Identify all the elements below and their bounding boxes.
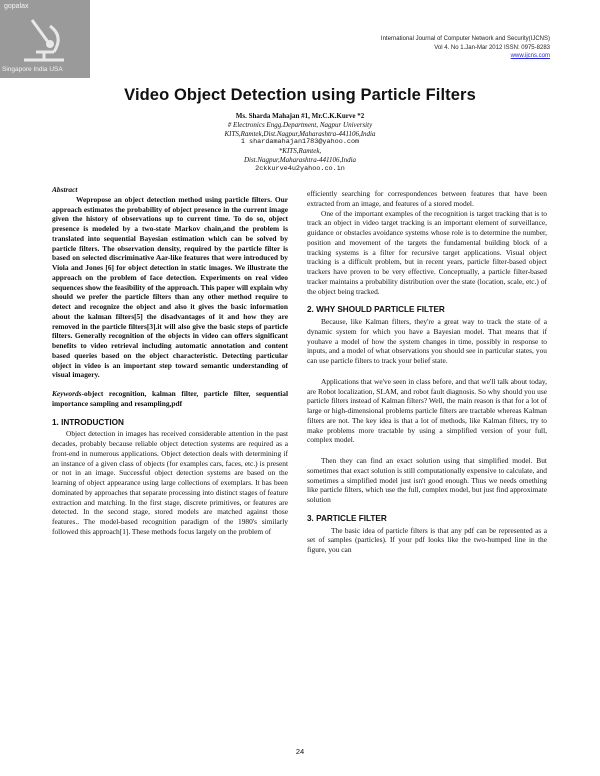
keywords xyxy=(52,389,288,409)
journal-header xyxy=(381,35,550,61)
logo-locations-text: Singapore India USA xyxy=(2,66,63,73)
author-block xyxy=(0,112,600,174)
author-affiliation-2: *KITS,Ramtek, xyxy=(278,147,322,156)
author-affiliation-1b: KITS,Ramtek,Dist.Nagpur,Maharashtra-441106,India xyxy=(224,129,376,138)
intro-paragraph: Object detection in images has received considerable attention in the past decades, probably because reliable object detection systems are required as a front-end in numerous applications. Object detection deals with determining if an instance of a given class of objects (for examples cars, faces, etc.) is present or not in an image. Successful object detection systems are based on the learning of object appearance using large collections of exemplars. It has been dominated by approaches that separate processing into distinct stages of feature extraction and matching. In the first stage, discrete primitives, or features are detected. In the second stage, stored models are matched against those features.. The model-based recognition paradigm of the 1980's similarly followed this approach[1]. These methods focus largely on the problem of xyxy=(52,429,288,536)
section-heading-why: 2. WHY SHOULD PARTICLE FILTER xyxy=(307,305,445,315)
particle-filter-paragraph: The basic idea of particle filters is that any pdf can be represented as a set of samples (particles). If your pdf looks like the two-humped line in the figure, you can xyxy=(307,525,547,554)
why-paragraph-2: Applications that we've seen in class before, and that we'll talk about today, are Robot localization, SLAM, and robot fault diagnosis. So why should you use particle filters instead of Kalman filters? Well, the main reason is that for a lot of large or high-dimensional problems particle filters are tractable whereas Kalman filters are not. The key idea is that a lot of methods, like Kalman filters, try to make problems more tractable by using a simplified version of your full, complex model. xyxy=(307,376,547,445)
right-column xyxy=(307,189,547,555)
author-affiliation-1: # Electronics Engg.Department, Nagpur University xyxy=(227,120,373,129)
logo-brand-text: gopalax xyxy=(4,3,29,10)
page-number: 24 xyxy=(295,747,305,756)
section-heading-introduction: 1. INTRODUCTION xyxy=(52,417,124,427)
journal-name: International Journal of Computer Network and Security(IJCNS) xyxy=(380,36,550,42)
why-paragraph-1: Because, like Kalman filters, they're a great way to track the state of a dynamic system for which you have a Bayesian model. That means that if youhave a model of how the system changes in time, possibly in response to inputs, and a model of what observations you should see in particular states, you can use particle filters to track your belief state. xyxy=(307,317,547,365)
author-email-2[interactable]: 2ckkurve4u2yahoo.co.in xyxy=(255,164,345,173)
publisher-logo xyxy=(0,0,90,78)
author-email-1[interactable]: 1 shardamahajan1783@yahoo.com xyxy=(240,138,360,147)
journal-link[interactable]: www.ijcns.com xyxy=(510,53,550,59)
intro-paragraph-2: One of the important examples of the recognition is target tracking that is to track an object in video target tracking is an important element of surveillance, guidance or obstacles avoidance systems whose role is to determine the number, position and movement of the targets the fundamental building block of a tracking systems is a filter for recursive target applications. Visual object tracking is a difficult problem, but in recent years, particle filter-based object trackers have proven to be very effective. Conceptually, a particle filter-based tracker maintains a probability distribution over the state (location, scale, etc.) of the object being tracked. xyxy=(307,208,547,296)
keywords-text: object recognition, kalman filter, particle filter, sequential importance sampling and resampling,pdf xyxy=(52,389,288,408)
section-heading-particle-filter: 3. PARTICLE FILTER xyxy=(307,513,387,523)
left-column xyxy=(52,185,288,537)
journal-volume: Vol 4. No 1.Jan-Mar 2012 ISSN: 0975-8283 xyxy=(434,44,550,51)
abstract xyxy=(52,185,288,380)
abstract-label: Abstract xyxy=(52,185,78,194)
intro-continuation: efficiently searching for correspondences between features that have been extracted from an image, and features of a stored model. xyxy=(307,189,547,208)
paper-title: Video Object Detection using Particle Filters xyxy=(124,86,476,104)
author-affiliation-2b: Dist.Nagpur,Maharashtra-441106,India xyxy=(243,155,357,164)
author-names: Ms. Sharda Mahajan #1, Mr.C.K.Kurve *2 xyxy=(235,112,365,120)
microscope-icon xyxy=(14,12,74,64)
keywords-label: Keywords- xyxy=(52,389,85,398)
abstract-text: Wepropose an object detection method using particle filters. Our approach estimates the probability of object presence in the current image given the history of observations up to current time. To do so, object presence is modeled by a two-state Markov chain,and the problem is translated into sequential Bayesian estimation which can be solved by particle filters. The observation density, required by the particle filter is based on selected discriminative Aar-like features that were introduced by Viola and Jones [6] for object detection in static images. We illustrate the approach on the problem of face detection. Experiments on real video sequences show the feasibility of the approach. This paper will explain why should we prefer the particle filters than any other method require to detect and recognize the object and also it gives the basic information about the kalman filters[5] the disadvantages of it and how they are removed in the particle filters[3].it will also give the basic steps of particle filters. Generally recognition of the objects in video can offers significant benefits to video retrieval including automatic annotation and content based queries based on the object characteristic. Detecting particular object in video is an important step toward semantic understanding of visual imagery. xyxy=(52,194,288,380)
why-paragraph-3: Then they can find an exact solution using that simplified model. But sometimes that exact solution is still computationally expensive to calculate, and sometimes a simplified model just isn't good enough. Thus we needs omething like particle filters, which use the full, complex model, but just find approximate solution xyxy=(307,456,547,504)
